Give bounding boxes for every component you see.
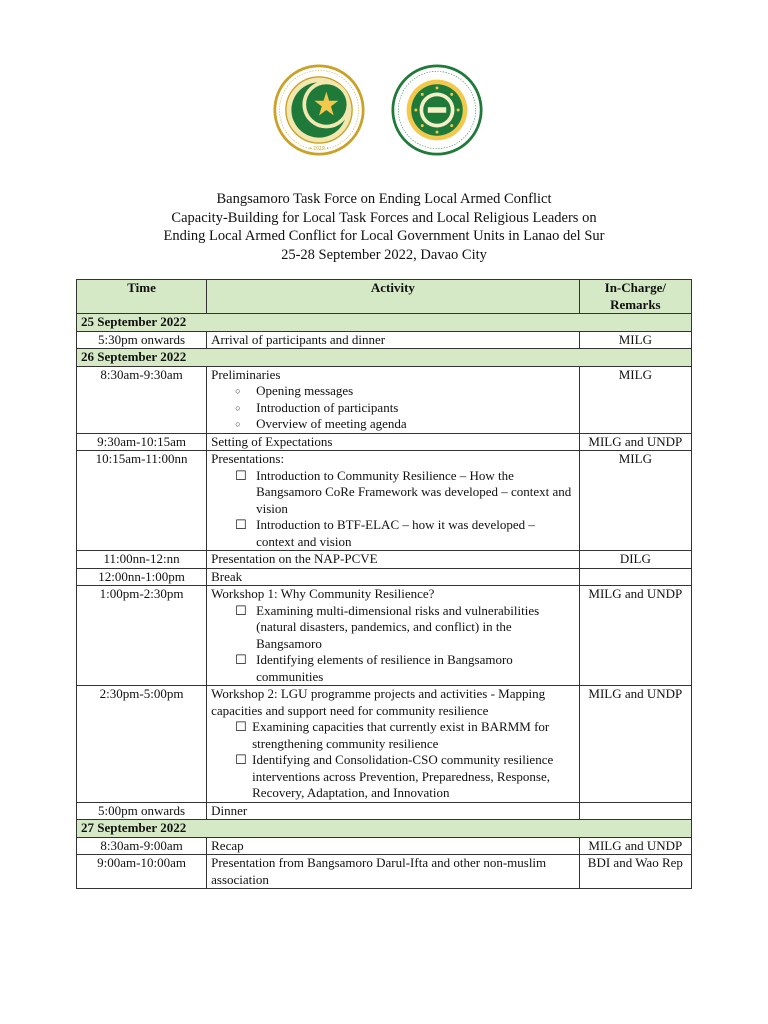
- remarks-cell: MILG and UNDP: [579, 837, 691, 855]
- activity-cell: Recap: [207, 837, 580, 855]
- activity-cell: Break: [207, 568, 580, 586]
- remarks-cell: MILG and UNDP: [579, 586, 691, 686]
- list-item: ☐ Identifying and Consolidation-CSO community resilience interventions across Prevention, Preparedness, Response, Recovery, Adaptation, and Innovation: [235, 752, 575, 802]
- table-row: [77, 686, 692, 803]
- title-line-2: Capacity-Building for Local Task Forces and Local Religious Leaders on: [171, 209, 597, 226]
- time-cell: 10:15am-11:00nn: [77, 451, 207, 551]
- day-label: 27 September 2022: [77, 820, 692, 838]
- table-row: [77, 551, 692, 569]
- time-cell: 8:30am-9:00am: [77, 837, 207, 855]
- header-time: Time: [77, 280, 207, 314]
- table-row: [77, 837, 692, 855]
- document-title: [0, 190, 768, 264]
- table-row: [77, 568, 692, 586]
- sub-item-list: [211, 603, 575, 686]
- remarks-cell: BDI and Wao Rep: [579, 855, 691, 889]
- remarks-cell: MILG: [579, 451, 691, 551]
- activity-cell: [207, 586, 580, 686]
- time-cell: 8:30am-9:30am: [77, 366, 207, 433]
- header-remarks: [579, 280, 691, 314]
- schedule-table: [76, 279, 692, 889]
- time-cell: 5:00pm onwards: [77, 802, 207, 820]
- time-cell: 11:00nn-12:nn: [77, 551, 207, 569]
- activity-cell: Presentation on the NAP-PCVE: [207, 551, 580, 569]
- list-item: ☐ Identifying elements of resilience in Bangsamoro communities: [235, 652, 575, 685]
- list-item: ○ Opening messages: [235, 383, 575, 400]
- activity-cell: Dinner: [207, 802, 580, 820]
- time-cell: 12:00nn-1:00pm: [77, 568, 207, 586]
- day-row: [77, 349, 692, 367]
- milg-seal-logo: [391, 64, 483, 156]
- table-header-row: [77, 280, 692, 314]
- activity-cell: Presentation from Bangsamoro Darul-Ifta and other non-muslim association: [207, 855, 580, 889]
- svg-text:• 2019 •: • 2019 •: [308, 146, 330, 152]
- time-cell: 1:00pm-2:30pm: [77, 586, 207, 686]
- table-row: [77, 331, 692, 349]
- list-item: ○ Overview of meeting agenda: [235, 416, 575, 433]
- list-item: ☐ Introduction to BTF-ELAC – how it was developed – context and vision: [235, 517, 575, 550]
- remarks-cell: MILG and UNDP: [579, 433, 691, 451]
- title-line-1: Bangsamoro Task Force on Ending Local Armed Conflict: [216, 191, 552, 207]
- activity-title: Workshop 2: LGU programme projects and activities - Mapping capacities and support need for community resilience: [211, 686, 546, 718]
- title-line-4-date: 25-28 September 2022, Davao City: [281, 246, 487, 263]
- sub-item-list: [211, 383, 575, 433]
- list-item: ○ Introduction of participants: [235, 400, 575, 417]
- table-row: [77, 802, 692, 820]
- sub-item-list: [211, 719, 575, 802]
- table-row: [77, 433, 692, 451]
- remarks-cell: [579, 802, 691, 820]
- day-label: 26 September 2022: [77, 349, 692, 367]
- day-row: [77, 820, 692, 838]
- table-row: [77, 451, 692, 551]
- header-remarks-line2: Remarks: [610, 296, 661, 312]
- activity-title: Preliminaries: [211, 366, 281, 382]
- list-item: ☐ Introduction to Community Resilience – How the Bangsamoro CoRe Framework was developed – context and vision: [235, 468, 575, 518]
- list-item: ☐ Examining multi-dimensional risks and vulnerabilities (natural disasters, pandemics, and conflict) in the Bangsamoro: [235, 603, 575, 653]
- barmm-seal-logo: [273, 64, 365, 156]
- time-cell: 2:30pm-5:00pm: [77, 686, 207, 803]
- day-label: 25 September 2022: [77, 314, 692, 332]
- activity-cell: Arrival of participants and dinner: [207, 331, 580, 349]
- logo-row: [0, 64, 768, 160]
- time-cell: 9:30am-10:15am: [77, 433, 207, 451]
- remarks-cell: MILG and UNDP: [579, 686, 691, 803]
- table-row: [77, 586, 692, 686]
- sub-item-list: [211, 468, 575, 551]
- time-cell: 9:00am-10:00am: [77, 855, 207, 889]
- activity-title: Workshop 1: Why Community Resilience?: [211, 586, 435, 601]
- time-cell: 5:30pm onwards: [77, 331, 207, 349]
- table-row: [77, 366, 692, 433]
- title-line-3: Ending Local Armed Conflict for Local Government Units in Lanao del Sur: [163, 228, 605, 244]
- remarks-cell: DILG: [579, 551, 691, 569]
- table-row: [77, 855, 692, 889]
- list-item: ☐ Examining capacities that currently exist in BARMM for strengthening community resilience: [235, 719, 575, 752]
- remarks-cell: MILG: [579, 366, 691, 433]
- header-activity: Activity: [207, 280, 580, 314]
- header-remarks-line1: In-Charge/: [604, 280, 667, 295]
- remarks-cell: MILG: [579, 331, 691, 349]
- activity-title: Presentations:: [211, 451, 285, 466]
- remarks-cell: [579, 568, 691, 586]
- activity-cell: Setting of Expectations: [207, 433, 580, 451]
- day-row: [77, 314, 692, 332]
- activity-cell: [207, 686, 580, 803]
- activity-cell: [207, 366, 580, 433]
- activity-cell: [207, 451, 580, 551]
